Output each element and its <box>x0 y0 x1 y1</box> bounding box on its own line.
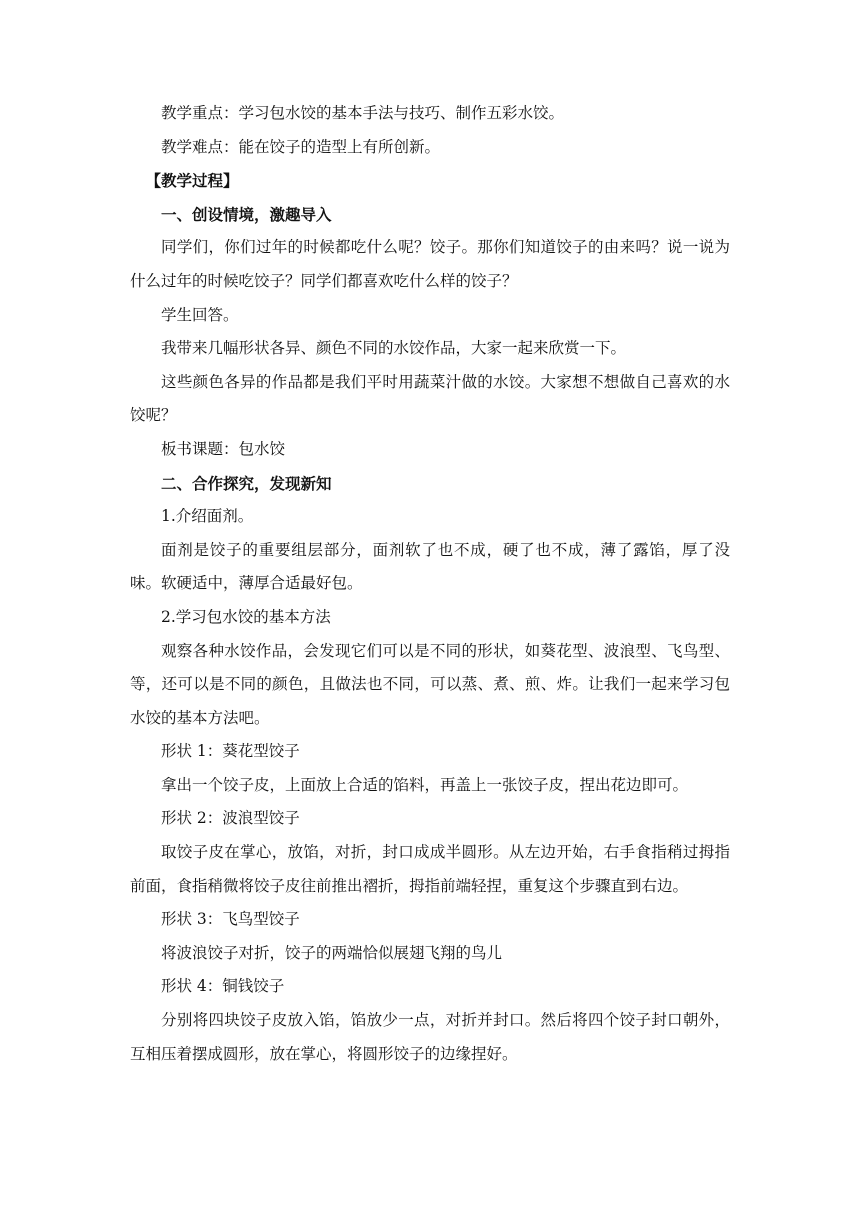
shape-title: 形状 2：波浪型饺子 <box>161 809 300 828</box>
body-paragraph: 学生回答。 <box>161 305 239 324</box>
teaching-focus-paragraph: 教学重点：学习包水饺的基本手法与技巧、制作五彩水饺。 <box>161 104 565 122</box>
body-paragraph: 取饺子皮在掌心，放馅，对折，封口成成半圆形。从左边开始，右手食指稍过拇指前面，食指稍微将饺子皮往前推出褶折，拇指前端轻捏，重复这个步骤直到右边。 <box>130 843 730 895</box>
body-paragraph: 观察各种水饺作品，会发现它们可以是不同的形状，如葵花型、波浪型、飞鸟型、等，还可以是不同的颜色，且做法也不同，可以蒸、煮、煎、炸。让我们一起来学习包水饺的基本方法吧。 <box>130 641 730 727</box>
teaching-process-title: 【教学过程】 <box>145 171 239 191</box>
body-paragraph: 我带来几幅形状各异、颜色不同的水饺作品，大家一起来欣赏一下。 <box>161 339 627 358</box>
section-heading-2: 二、合作探究，发现新知 <box>161 473 332 493</box>
body-paragraph: 这些颜色各异的作品都是我们平时用蔬菜汁做的水饺。大家想不想做自己喜欢的水饺呢？ <box>130 372 730 425</box>
body-paragraph: 将波浪饺子对折，饺子的两端恰似展翅飞翔的鸟儿 <box>161 943 503 962</box>
body-paragraph: 分别将四块饺子皮放入馅，馅放少一点，对折并封口。然后将四个饺子封口朝外，互相压着摆成圆形，放在掌心，将圆形饺子的边缘捏好。 <box>130 1011 730 1063</box>
body-paragraph: 2.学习包水饺的基本方法 <box>161 607 331 626</box>
body-paragraph: 拿出一个饺子皮，上面放上合适的馅料，再盖上一张饺子皮，捏出花边即可。 <box>161 775 689 794</box>
shape-title: 形状 1：葵花型饺子 <box>161 742 300 761</box>
shape-title: 形状 3：飞鸟型饺子 <box>161 910 300 929</box>
document-body <box>130 97 730 1071</box>
body-paragraph: 同学们，你们过年的时候都吃什么呢？饺子。那你们知道饺子的由来吗？说一说为什么过年的时候吃饺子？同学们都喜欢吃什么样的饺子？ <box>130 238 730 290</box>
shape-title: 形状 4：铜钱饺子 <box>161 977 285 996</box>
body-paragraph: 1.介绍面剂。 <box>161 507 254 526</box>
body-paragraph: 板书课题：包水饺 <box>161 439 286 458</box>
section-heading-1: 一、创设情境，激趣导入 <box>161 204 332 224</box>
body-paragraph: 面剂是饺子的重要组层部分，面剂软了也不成，硬了也不成，薄了露馅，厚了没味。软硬适中，薄厚合适最好包。 <box>130 540 730 593</box>
teaching-difficulty-paragraph: 教学难点：能在饺子的造型上有所创新。 <box>161 137 441 156</box>
